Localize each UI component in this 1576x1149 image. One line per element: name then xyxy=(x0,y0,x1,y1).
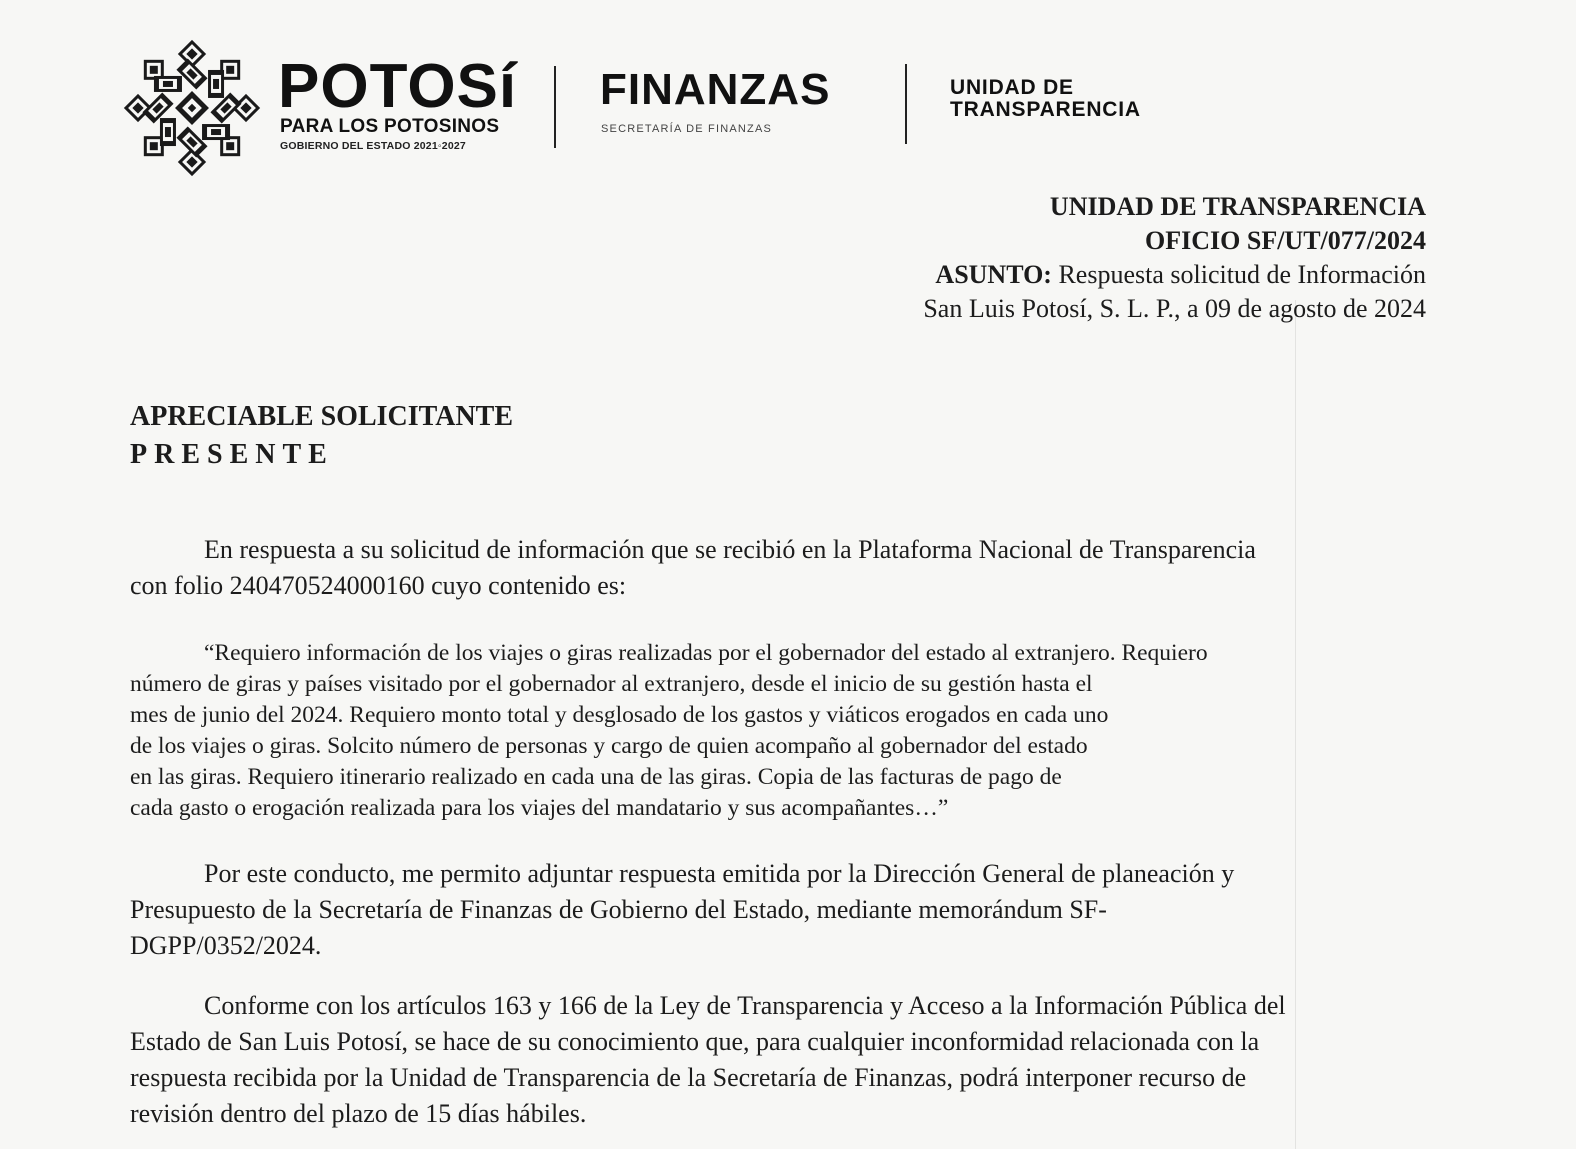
paragraph-3 xyxy=(130,988,1430,1132)
paragraph-line: En respuesta a su solicitud de información que se recibió en la Plataforma Nacional de Transparencia xyxy=(204,535,1256,564)
scan-fold-line xyxy=(1295,300,1296,1149)
paragraph-1 xyxy=(130,532,1420,604)
paragraph-line: DGPP/0352/2024. xyxy=(130,931,322,960)
paragraph-line: Presupuesto de la Secretaría de Finanzas de Gobierno del Estado, mediante memorándum SF- xyxy=(130,895,1107,924)
reference-block xyxy=(923,190,1426,326)
request-quote xyxy=(130,638,1350,824)
reference-unit: UNIDAD DE TRANSPARENCIA xyxy=(1049,192,1426,221)
reference-asunto xyxy=(923,258,1426,292)
brand-unidad-line2: TRANSPARENCIA xyxy=(950,98,1141,121)
asunto-label: ASUNTO: xyxy=(935,260,1052,289)
brand-finanzas: FINANZAS xyxy=(600,65,831,114)
quote-line: en las giras. Requiero itinerario realizado en cada una de las giras. Copia de las facturas de pago de xyxy=(130,764,1062,790)
brand-unidad-line1: UNIDAD DE xyxy=(950,76,1074,99)
paragraph-2 xyxy=(130,856,1420,964)
paragraph-line: Conforme con los artículos 163 y 166 de la Ley de Transparencia y Acceso a la Información Pública del xyxy=(204,991,1286,1020)
paragraph-line: respuesta recibida por la Unidad de Transparencia de la Secretaría de Finanzas, podrá interponer recurso de xyxy=(130,1063,1247,1092)
brand-finanzas-subtitle: SECRETARÍA DE FINANZAS xyxy=(601,123,773,135)
asunto-text: Respuesta solicitud de Información xyxy=(1051,260,1426,289)
quote-line: número de giras y países visitado por el gobernador al extranjero, desde el inicio de su gestión hasta el xyxy=(130,671,1093,697)
paragraph-line: Estado de San Luis Potosí, se hace de su conocimiento que, para cualquier inconformidad relacionada con la xyxy=(130,1027,1260,1056)
quote-line: de los viajes o giras. Solcito número de personas y cargo de quien acompaño al gobernador del estado xyxy=(130,733,1088,759)
divider xyxy=(554,66,556,148)
potosi-emblem-icon xyxy=(122,38,262,178)
brand-potosi: POTOSí xyxy=(278,52,518,121)
salutation-line2: PRESENTE xyxy=(130,439,334,470)
brand-years: GOBIERNO DEL ESTADO 2021◦2027 xyxy=(280,140,466,152)
brand-subtitle: PARA LOS POTOSINOS xyxy=(280,116,500,137)
salutation-line1: APRECIABLE SOLICITANTE xyxy=(130,401,514,432)
quote-line: mes de junio del 2024. Requiero monto total y desglosado de los gastos y viáticos erogados en cada uno xyxy=(130,702,1109,728)
brand-unidad xyxy=(950,77,1141,121)
quote-line: “Requiero información de los viajes o giras realizadas por el gobernador del estado al extranjero. Requiero xyxy=(204,640,1208,666)
reference-place-date: San Luis Potosí, S. L. P., a 09 de agosto de 2024 xyxy=(923,294,1426,323)
paragraph-line: revisión dentro del plazo de 15 días hábiles. xyxy=(130,1099,587,1128)
salutation xyxy=(130,398,513,474)
divider xyxy=(905,64,907,144)
paragraph-line: con folio 240470524000160 cuyo contenido es: xyxy=(130,571,627,600)
reference-oficio: OFICIO SF/UT/077/2024 xyxy=(1145,226,1426,255)
quote-line: cada gasto o erogación realizada para los viajes del mandatario y sus acompañantes…” xyxy=(130,795,949,821)
paragraph-line: Por este conducto, me permito adjuntar respuesta emitida por la Dirección General de planeación y xyxy=(204,859,1235,888)
